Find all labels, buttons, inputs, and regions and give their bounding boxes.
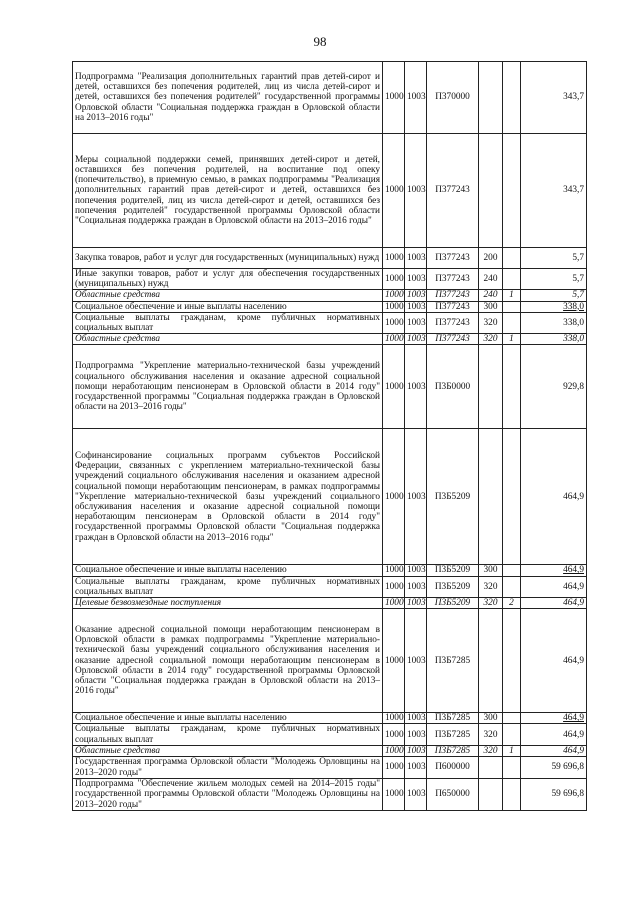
amount-value: 59 696,8 bbox=[521, 779, 587, 811]
target-article-code: П3Б5209 bbox=[427, 598, 479, 609]
target-article-code: П377243 bbox=[427, 301, 479, 312]
subsection-code: 1003 bbox=[405, 598, 427, 609]
section-code: 1000 bbox=[383, 269, 405, 290]
table-row bbox=[73, 345, 587, 429]
funding-source-code bbox=[503, 724, 521, 745]
section-code: 1000 bbox=[383, 290, 405, 301]
row-description: Социальное обеспечение и иные выплаты населению bbox=[73, 301, 383, 312]
subsection-code: 1003 bbox=[405, 134, 427, 248]
section-code: 1000 bbox=[383, 598, 405, 609]
row-description: Социальные выплаты гражданам, кроме публичных нормативных социальных выплат bbox=[73, 312, 383, 333]
row-description: Областные средства bbox=[73, 334, 383, 345]
subsection-code: 1003 bbox=[405, 62, 427, 134]
section-code: 1000 bbox=[383, 576, 405, 597]
funding-source-code bbox=[503, 312, 521, 333]
target-article-code: П3Б7285 bbox=[427, 745, 479, 756]
amount-value: 464,9 bbox=[521, 745, 587, 756]
table-row bbox=[73, 757, 587, 779]
expense-type-code: 320 bbox=[479, 312, 503, 333]
table-row bbox=[73, 62, 587, 134]
funding-source-code: 2 bbox=[503, 598, 521, 609]
funding-source-code bbox=[503, 609, 521, 713]
amount-value: 464,9 bbox=[521, 713, 587, 724]
subsection-code: 1003 bbox=[405, 576, 427, 597]
expense-type-code: 300 bbox=[479, 301, 503, 312]
amount-value: 5,7 bbox=[521, 269, 587, 290]
funding-source-code bbox=[503, 565, 521, 576]
amount-value: 464,9 bbox=[521, 565, 587, 576]
row-description: Социальное обеспечение и иные выплаты населению bbox=[73, 713, 383, 724]
subsection-code: 1003 bbox=[405, 269, 427, 290]
table-row bbox=[73, 576, 587, 597]
amount-value: 343,7 bbox=[521, 134, 587, 248]
table-row bbox=[73, 609, 587, 713]
table-row bbox=[73, 713, 587, 724]
target-article-code: П377243 bbox=[427, 134, 479, 248]
row-description: Целевые безвозмездные поступления bbox=[73, 598, 383, 609]
row-description: Подпрограмма "Обеспечение жильем молодых семей на 2014–2015 годы" государственной программы Орловской области "Молодежь Орловщины на 2013–2020 годы" bbox=[73, 779, 383, 811]
section-code: 1000 bbox=[383, 62, 405, 134]
section-code: 1000 bbox=[383, 609, 405, 713]
subsection-code: 1003 bbox=[405, 565, 427, 576]
section-code: 1000 bbox=[383, 345, 405, 429]
target-article-code: П3Б7285 bbox=[427, 724, 479, 745]
expense-type-code bbox=[479, 757, 503, 779]
row-description: Подпрограмма "Укрепление материально-технической базы учреждений социального обслуживания населения и оказание адресной социальной помощи неработающим пенсионерам в Орловской области в 2014 году" государственной программы "Социальная поддержка граждан в Орловской области на 2013–2016 годы" bbox=[73, 345, 383, 429]
target-article-code: П377243 bbox=[427, 334, 479, 345]
table-row bbox=[73, 248, 587, 269]
section-code: 1000 bbox=[383, 334, 405, 345]
page-number: 98 bbox=[313, 34, 327, 49]
row-description: Государственная программа Орловской области "Молодежь Орловщины на 2013–2020 годы" bbox=[73, 757, 383, 779]
amount-value: 343,7 bbox=[521, 62, 587, 134]
amount-value: 464,9 bbox=[521, 429, 587, 565]
funding-source-code bbox=[503, 62, 521, 134]
section-code: 1000 bbox=[383, 713, 405, 724]
funding-source-code bbox=[503, 757, 521, 779]
table-row bbox=[73, 565, 587, 576]
table-row bbox=[73, 429, 587, 565]
expense-type-code: 320 bbox=[479, 576, 503, 597]
expense-type-code: 240 bbox=[479, 269, 503, 290]
subsection-code: 1003 bbox=[405, 429, 427, 565]
funding-source-code bbox=[503, 576, 521, 597]
subsection-code: 1003 bbox=[405, 779, 427, 811]
amount-value: 464,9 bbox=[521, 609, 587, 713]
target-article-code: П3Б7285 bbox=[427, 609, 479, 713]
target-article-code: П600000 bbox=[427, 757, 479, 779]
expense-type-code: 320 bbox=[479, 724, 503, 745]
expense-type-code: 200 bbox=[479, 248, 503, 269]
row-description: Социальные выплаты гражданам, кроме публичных нормативных социальных выплат bbox=[73, 576, 383, 597]
row-description: Иные закупки товаров, работ и услуг для обеспечения государственных (муниципальных) нужд bbox=[73, 269, 383, 290]
subsection-code: 1003 bbox=[405, 334, 427, 345]
funding-source-code bbox=[503, 301, 521, 312]
target-article-code: П377243 bbox=[427, 290, 479, 301]
subsection-code: 1003 bbox=[405, 745, 427, 756]
section-code: 1000 bbox=[383, 429, 405, 565]
subsection-code: 1003 bbox=[405, 609, 427, 713]
subsection-code: 1003 bbox=[405, 301, 427, 312]
funding-source-code: 1 bbox=[503, 334, 521, 345]
funding-source-code bbox=[503, 779, 521, 811]
amount-value: 464,9 bbox=[521, 576, 587, 597]
table-row bbox=[73, 779, 587, 811]
funding-source-code bbox=[503, 269, 521, 290]
table-row bbox=[73, 290, 587, 301]
section-code: 1000 bbox=[383, 779, 405, 811]
expense-type-code: 240 bbox=[479, 290, 503, 301]
expense-type-code: 300 bbox=[479, 565, 503, 576]
section-code: 1000 bbox=[383, 724, 405, 745]
subsection-code: 1003 bbox=[405, 290, 427, 301]
row-description: Меры социальной поддержки семей, принявших детей-сирот и детей, оставшихся без попечения родителей, на воспитание под опеку (попечительство), в приемную семью, в рамках подпрограммы "Реализация дополнительных гарантий прав детей-сирот и детей, оставшихся без попечения родителей, лиц из числа детей-сирот и детей, оставшихся без попечения родителей" государственной программы Орловской области "Социальная поддержка граждан в Орловской области на 2013–2016 годы" bbox=[73, 134, 383, 248]
section-code: 1000 bbox=[383, 757, 405, 779]
target-article-code: П370000 bbox=[427, 62, 479, 134]
expense-type-code: 320 bbox=[479, 598, 503, 609]
row-description: Социальные выплаты гражданам, кроме публичных нормативных социальных выплат bbox=[73, 724, 383, 745]
table-row bbox=[73, 598, 587, 609]
amount-value: 5,7 bbox=[521, 248, 587, 269]
row-description: Закупка товаров, работ и услуг для государственных (муниципальных) нужд bbox=[73, 248, 383, 269]
expense-type-code bbox=[479, 609, 503, 713]
table-row bbox=[73, 334, 587, 345]
target-article-code: П377243 bbox=[427, 269, 479, 290]
row-description: Областные средства bbox=[73, 745, 383, 756]
subsection-code: 1003 bbox=[405, 757, 427, 779]
target-article-code: П3Б5209 bbox=[427, 565, 479, 576]
funding-source-code: 1 bbox=[503, 290, 521, 301]
row-description: Софинансирование социальных программ субъектов Российской Федерации, связанных с укреплением материально-технической базы учреждений социального обслуживания населения и оказанием адресной социальной помощи неработающим пенсионерам, в рамках подпрограммы "Укрепление материально-технической базы учреждений социального обслуживания населения и оказание адресной социальной помощи неработающим пенсионерам в Орловской области в 2014 году" государственной программы Орловской области "Социальная поддержка граждан в Орловской области на 2013–2016 годы" bbox=[73, 429, 383, 565]
subsection-code: 1003 bbox=[405, 312, 427, 333]
expense-type-code: 320 bbox=[479, 745, 503, 756]
funding-source-code bbox=[503, 345, 521, 429]
funding-source-code bbox=[503, 429, 521, 565]
target-article-code: П377243 bbox=[427, 312, 479, 333]
table-row bbox=[73, 301, 587, 312]
section-code: 1000 bbox=[383, 248, 405, 269]
amount-value: 464,9 bbox=[521, 598, 587, 609]
section-code: 1000 bbox=[383, 745, 405, 756]
expense-type-code bbox=[479, 345, 503, 429]
amount-value: 5,7 bbox=[521, 290, 587, 301]
section-code: 1000 bbox=[383, 134, 405, 248]
table-row bbox=[73, 269, 587, 290]
expense-type-code: 320 bbox=[479, 334, 503, 345]
row-description: Подпрограмма "Реализация дополнительных гарантий прав детей-сирот и детей, оставшихся без попечения родителей, лиц из числа детей-сирот и детей, оставшихся без попечения родителей" государственной программы Орловской области "Социальная поддержка граждан в Орловской области на 2013–2016 годы" bbox=[73, 62, 383, 134]
table-row bbox=[73, 134, 587, 248]
section-code: 1000 bbox=[383, 312, 405, 333]
funding-source-code: 1 bbox=[503, 745, 521, 756]
funding-source-code bbox=[503, 248, 521, 269]
target-article-code: П3Б0000 bbox=[427, 345, 479, 429]
expense-type-code bbox=[479, 62, 503, 134]
row-description: Областные средства bbox=[73, 290, 383, 301]
funding-source-code bbox=[503, 134, 521, 248]
target-article-code: П3Б5209 bbox=[427, 576, 479, 597]
target-article-code: П377243 bbox=[427, 248, 479, 269]
amount-value: 59 696,8 bbox=[521, 757, 587, 779]
amount-value: 338,0 bbox=[521, 312, 587, 333]
table-row bbox=[73, 312, 587, 333]
target-article-code: П3Б7285 bbox=[427, 713, 479, 724]
row-description: Социальное обеспечение и иные выплаты населению bbox=[73, 565, 383, 576]
expense-type-code: 300 bbox=[479, 713, 503, 724]
subsection-code: 1003 bbox=[405, 345, 427, 429]
target-article-code: П3Б5209 bbox=[427, 429, 479, 565]
subsection-code: 1003 bbox=[405, 248, 427, 269]
amount-value: 338,0 bbox=[521, 301, 587, 312]
expense-type-code bbox=[479, 134, 503, 248]
funding-source-code bbox=[503, 713, 521, 724]
target-article-code: П650000 bbox=[427, 779, 479, 811]
budget-table bbox=[72, 61, 587, 811]
row-description: Оказание адресной социальной помощи неработающим пенсионерам в Орловской области в рамках подпрограммы "Укрепление материально-технической базы учреждений социального обслуживания населения и оказание адресной социальной помощи неработающим пенсионерам в Орловской области в 2014 году" государственной программы Орловской области "Социальная поддержка граждан в Орловской области на 2013–2016 годы" bbox=[73, 609, 383, 713]
table-row bbox=[73, 745, 587, 756]
section-code: 1000 bbox=[383, 565, 405, 576]
table-row bbox=[73, 724, 587, 745]
expense-type-code bbox=[479, 429, 503, 565]
amount-value: 338,0 bbox=[521, 334, 587, 345]
expense-type-code bbox=[479, 779, 503, 811]
amount-value: 464,9 bbox=[521, 724, 587, 745]
subsection-code: 1003 bbox=[405, 713, 427, 724]
subsection-code: 1003 bbox=[405, 724, 427, 745]
section-code: 1000 bbox=[383, 301, 405, 312]
amount-value: 929,8 bbox=[521, 345, 587, 429]
